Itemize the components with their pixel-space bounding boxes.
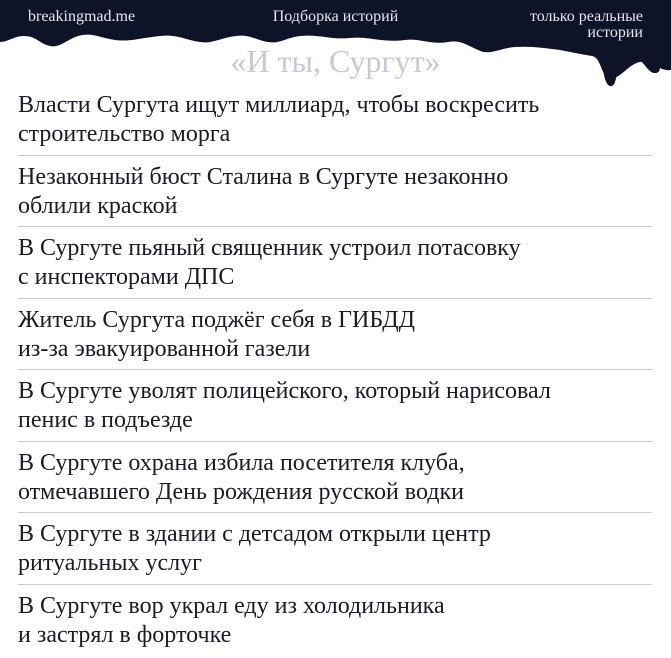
- story-title-line-2: из-за эвакуированной газели: [18, 335, 311, 362]
- tagline-line-1: только реальные: [529, 8, 643, 25]
- story-title-line-1: Житель Сургута поджёг себя в ГИБДД: [18, 306, 415, 333]
- story-title-line-2: пенис в подъезде: [18, 407, 193, 433]
- page-title: «И ты, Сургут»: [230, 43, 441, 79]
- story-title-line-1: Незаконный бюст Сталина в Сургуте незаконно: [18, 163, 509, 190]
- story-title-line-1: В Сургуте пьяный священник устроил потасовку: [18, 235, 521, 261]
- tagline: [483, 9, 643, 41]
- story-title-line-2: ритуальных услуг: [18, 550, 202, 576]
- story-item[interactable]: [18, 442, 652, 514]
- story-title-line-2: с инспекторами ДПС: [18, 264, 235, 290]
- section-label: Подборка историй: [272, 8, 399, 25]
- story-item[interactable]: [18, 156, 652, 228]
- story-title-line-1: Власти Сургута ищут миллиард, чтобы воскресить: [18, 92, 540, 118]
- story-title-line-1: В Сургуте охрана избила посетителя клуба,: [18, 449, 465, 476]
- story-item[interactable]: [18, 370, 652, 442]
- story-item[interactable]: [18, 227, 652, 299]
- tagline-line-2: истории: [587, 24, 643, 41]
- story-title-line-2: облили краской: [18, 192, 178, 219]
- story-title-line-1: В Сургуте уволят полицейского, который нарисовал: [18, 378, 551, 404]
- story-item[interactable]: [18, 585, 652, 657]
- story-item[interactable]: [18, 84, 652, 156]
- story-title-line-1: В Сургуте в здании с детсадом открыли центр: [18, 521, 491, 547]
- story-title-line-2: отмечавшего День рождения русской водки: [18, 478, 464, 505]
- site-name-link[interactable]: breakingmad.me: [28, 8, 136, 25]
- story-title-line-2: строительство морга: [18, 121, 231, 147]
- story-title-line-1: В Сургуте вор украл еду из холодильника: [18, 592, 445, 619]
- story-item[interactable]: [18, 299, 652, 371]
- story-list: [18, 84, 652, 656]
- story-item[interactable]: [18, 513, 652, 585]
- story-title-line-2: и застрял в форточке: [18, 621, 232, 648]
